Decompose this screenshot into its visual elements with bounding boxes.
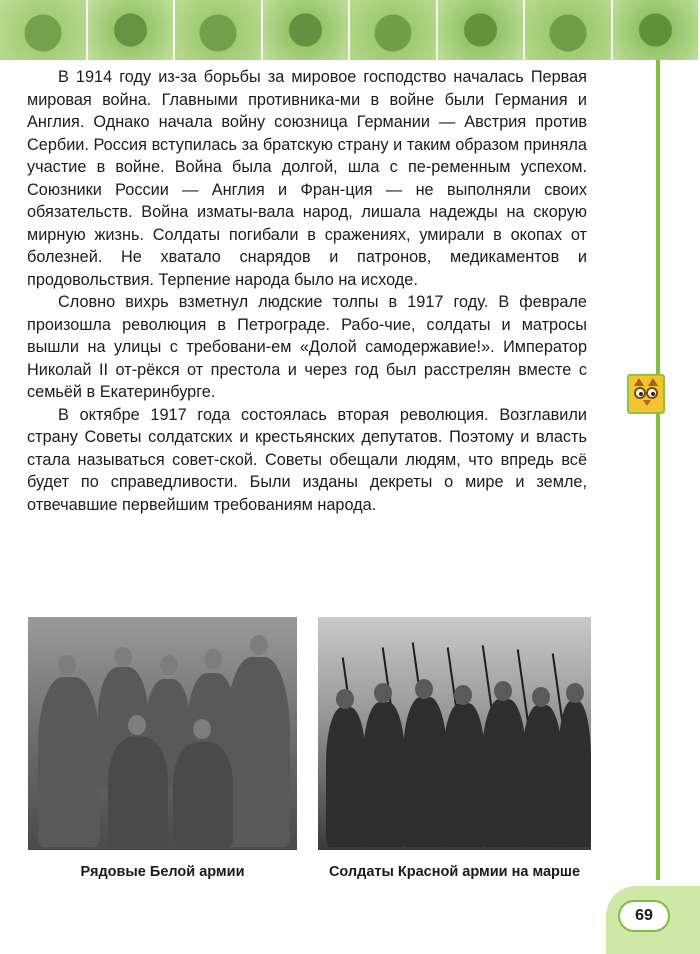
margin-rule — [656, 60, 660, 880]
photo-red-army — [318, 617, 591, 850]
page-number: 69 — [618, 900, 670, 932]
paragraph: Словно вихрь взметнул людские толпы в 1917 году. В феврале произошла революция в Петрограде. Рабо-чие, солдаты и матросы вышли на улицы с требовани-ем «Долой самодержавие!». Император Николай II от-рёкся от престола и через год был расстрелян вместе с семьёй в Екатеринбурге. — [27, 293, 587, 401]
header-tile — [350, 0, 438, 60]
paragraph: В 1914 году из-за борьбы за мировое господство началась Первая мировая война. Главными противника-ми в войне были Германия и Англия. Однако начала войну союзница Германии — Австрия против Сербии. Россия вступилась за братскую страну и таким образом приняла участие в войне. Война была долгой, шла с пе-ременным успехом. Союзники России — Англия и Фран-ция — не выполняли своих обязательств. Война изматы-вала народ, лишала надежды на скорую мирную жизнь. Солдаты погибали в сражениях, умирали в окопах от болезней. Не хватало снарядов и патронов, медикаментов и продовольствия. Терпение народа было на исходе. — [27, 68, 587, 289]
paragraph: В октябре 1917 года состоялась вторая революция. Возглавили страну Советы солдатских и крестьянских депутатов. Поэтому и власть стала называться совет-ской. Советы обещали людям, что впредь всё будет по справедливости. Были изданы декреты о мире и земле, отвечавшие первейшим требованиям народа. — [27, 405, 587, 514]
header-tile — [438, 0, 526, 60]
photo-white-army — [28, 617, 297, 850]
owl-icon — [627, 374, 665, 414]
caption-white-army: Рядовые Белой армии — [80, 864, 245, 880]
main-text — [27, 66, 587, 516]
header-tile — [88, 0, 176, 60]
header-tile — [0, 0, 88, 60]
header-photo-strip — [0, 0, 700, 60]
header-tile — [263, 0, 351, 60]
header-tile — [525, 0, 613, 60]
header-tile — [175, 0, 263, 60]
header-tile — [613, 0, 700, 60]
caption-red-army: Солдаты Красной армии на марше — [328, 864, 581, 880]
